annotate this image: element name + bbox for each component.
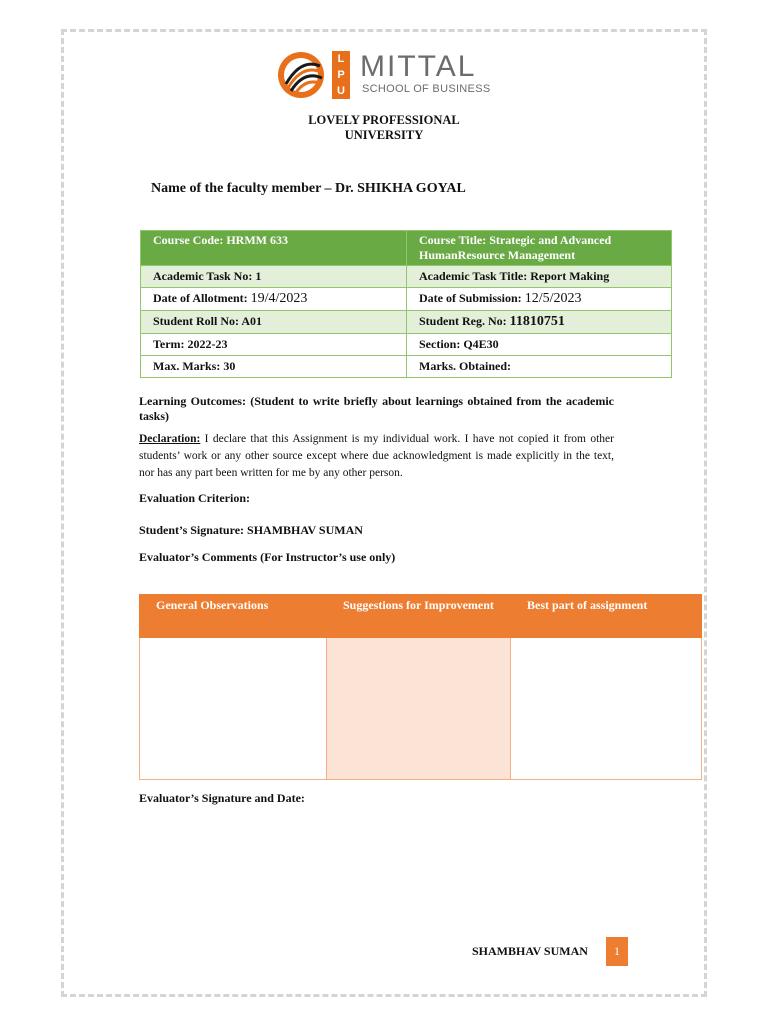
column-header: General Observations [140, 595, 327, 638]
suggestions-cell[interactable] [327, 638, 511, 780]
footer-name: SHAMBHAV SUMAN [472, 944, 588, 958]
logo-subtitle: SCHOOL OF BUSINESS [362, 83, 491, 95]
max-marks-cell: Max. Marks: 30 [141, 356, 407, 378]
section-cell: Section: Q4E30 [407, 334, 672, 356]
submission-value: 12/5/2023 [524, 291, 582, 306]
task-title-cell: Academic Task Title: Report Making [407, 266, 672, 288]
declaration-label: Declaration: [139, 433, 201, 445]
task-no-cell: Academic Task No: 1 [141, 266, 407, 288]
marks-obtained-cell: Marks. Obtained: [407, 356, 672, 378]
lpu-letters [332, 51, 350, 99]
page-number: 1 [606, 937, 628, 966]
declaration-text: I declare that this Assignment is my individual work. I have not copied it from other students’ work or any other source except where due acknowledgment is made explicitly in the text, nor has any part been written for me by any other person. [139, 433, 614, 479]
table-row [141, 311, 672, 334]
mittal-logo [276, 50, 492, 100]
table-row [141, 231, 672, 266]
submission-label: Date of Submission: [419, 291, 525, 305]
course-info-table [140, 230, 672, 378]
evaluation-criterion: Evaluation Criterion: [139, 491, 250, 505]
allotment-cell [141, 288, 407, 311]
allotment-value: 19/4/2023 [250, 291, 308, 306]
lpu-letter: L [337, 52, 345, 65]
reg-no-value: 11810751 [509, 314, 565, 329]
lpu-letter: U [337, 84, 345, 97]
table-row [140, 595, 702, 638]
logo-title: MITTAL [360, 50, 477, 83]
table-row [140, 638, 702, 780]
university-name-line2: UNIVERSITY [344, 128, 424, 142]
roll-no-cell: Student Roll No: A01 [141, 311, 407, 334]
allotment-label: Date of Allotment: [153, 291, 251, 305]
course-title-cell: Course Title: Strategic and Advanced HumanResource Management [407, 231, 672, 266]
best-part-cell[interactable] [511, 638, 702, 780]
table-row [141, 356, 672, 378]
lpu-letter: P [337, 68, 345, 81]
university-name-line1: LOVELY PROFESSIONAL [308, 113, 460, 127]
general-observations-cell[interactable] [140, 638, 327, 780]
declaration [139, 431, 614, 482]
submission-cell [407, 288, 672, 311]
course-code-cell: Course Code: HRMM 633 [141, 231, 407, 266]
faculty-name: Name of the faculty member – Dr. SHIKHA GOYAL [151, 181, 466, 196]
reg-no-cell [407, 311, 672, 334]
reg-no-label: Student Reg. No: [419, 314, 510, 328]
table-row [141, 334, 672, 356]
table-row [141, 266, 672, 288]
learning-outcomes: Learning Outcomes: (Student to write briefly about learnings obtained from the academic tasks) [139, 394, 614, 423]
column-header: Best part of assignment [511, 595, 702, 638]
evaluator-comments-table [139, 594, 702, 780]
page-border [61, 29, 707, 997]
column-header: Suggestions for Improvement [327, 595, 511, 638]
table-row [141, 288, 672, 311]
student-signature: Student’s Signature: SHAMBHAV SUMAN [139, 523, 363, 537]
lpu-emblem-icon [276, 50, 330, 100]
evaluator-comments-heading: Evaluator’s Comments (For Instructor’s use only) [139, 550, 396, 564]
term-cell: Term: 2022-23 [141, 334, 407, 356]
evaluator-signature: Evaluator’s Signature and Date: [139, 791, 305, 805]
